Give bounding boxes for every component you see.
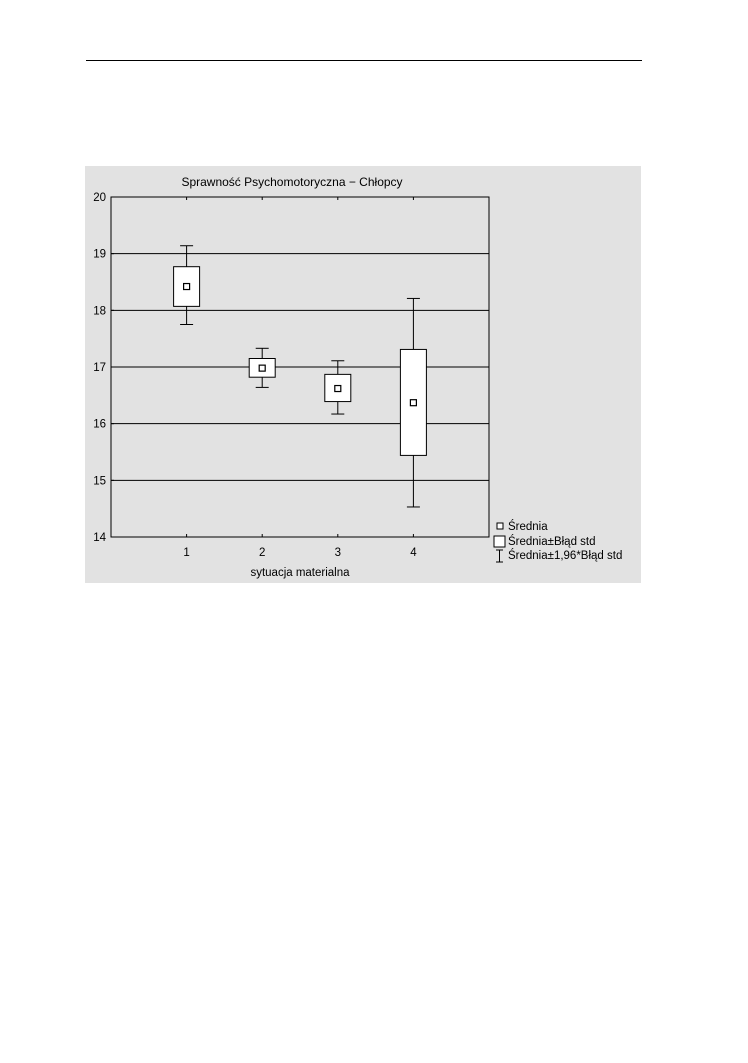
legend-mean-marker [497, 523, 503, 529]
legend-mean-label: Średnia [508, 521, 548, 533]
legend [494, 520, 622, 562]
chart-figure [85, 166, 641, 583]
y-tick-label-18: 18 [93, 305, 106, 318]
x-tick-label-3: 3 [334, 547, 342, 559]
grid-layer [111, 254, 489, 481]
header-rule [86, 60, 642, 61]
x-axis-label: sytuacja materialna [250, 567, 350, 579]
y-tick-label-16: 16 [93, 418, 106, 431]
box-group-2 [249, 348, 275, 387]
box-group-3 [325, 361, 351, 414]
box-group-4 [400, 298, 426, 507]
legend-ci-label: Średnia±1,96*Błąd std [508, 550, 623, 562]
mean-marker-3 [335, 386, 341, 392]
legend-se-box-marker [494, 536, 505, 547]
y-tick-label-17: 17 [93, 362, 106, 374]
y-tick-label-19: 19 [93, 248, 106, 261]
box-group-1 [174, 246, 200, 325]
x-tick-label-4: 4 [410, 547, 417, 559]
y-tick-label-14: 14 [93, 532, 106, 544]
x-tick-label-1: 1 [183, 547, 190, 559]
legend-se-label: Średnia±Błąd std [508, 536, 596, 548]
legend-ci-whisker-marker [496, 550, 503, 562]
chart-svg [85, 166, 641, 583]
mean-marker-2 [259, 365, 265, 371]
mean-marker-1 [184, 284, 190, 290]
x-tick-label-2: 2 [258, 547, 266, 559]
y-tick-label-20: 20 [93, 192, 106, 204]
y-tick-label-15: 15 [93, 475, 106, 488]
box-layer [174, 246, 427, 507]
x-tick-layer [183, 197, 417, 559]
mean-marker-4 [410, 400, 416, 406]
chart-title: Sprawność Psychomotoryczna − Chłopcy [181, 175, 403, 189]
